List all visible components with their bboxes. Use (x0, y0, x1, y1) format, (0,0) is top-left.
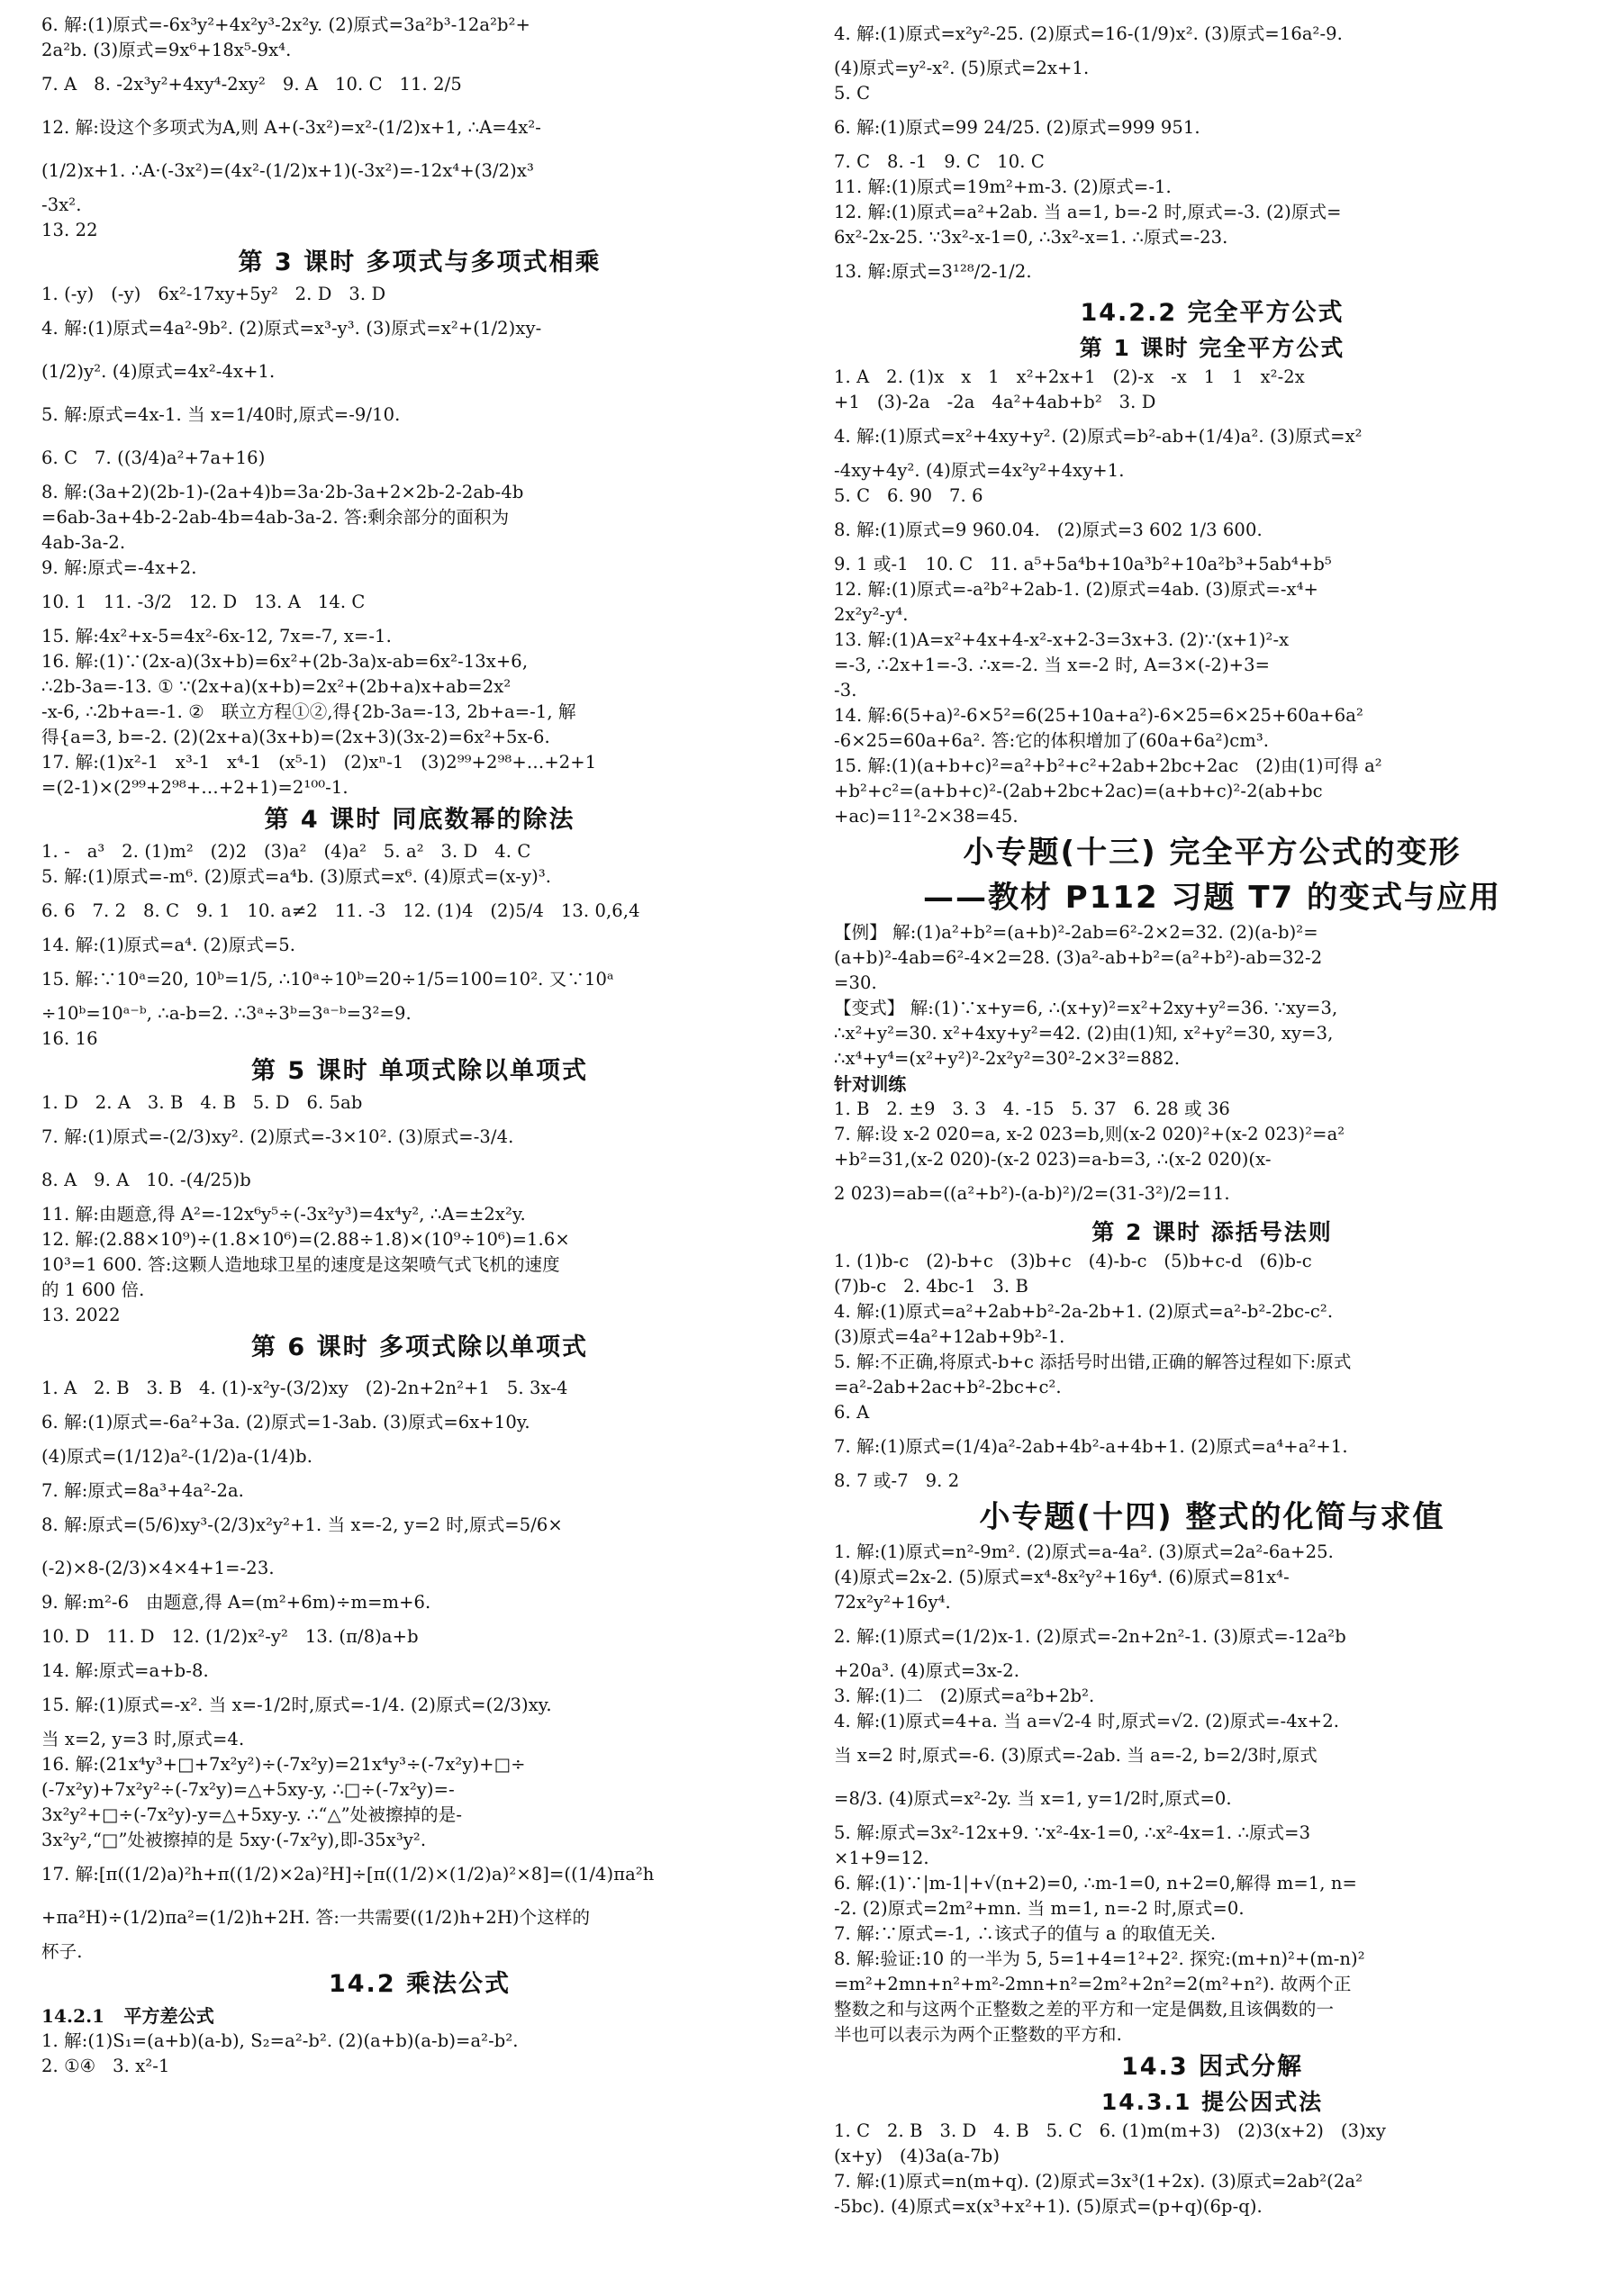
section-heading: 第 5 课时 单项式除以单项式 (251, 1057, 588, 1085)
answer-line: +1 (3)-2a -2a 4a²+4ab+b² 3. D (834, 392, 1156, 412)
answer-line: 13. 解:原式=3¹²⁸/2-1/2. (834, 261, 1032, 282)
answer-line: ÷10ᵇ=10ᵃ⁻ᵇ, ∴a-b=2. ∴3ᵃ÷3ᵇ=3ᵃ⁻ᵇ=3²=9. (41, 1003, 412, 1024)
answer-line: 7. 解:(1)原式=-(2/3)xy². (2)原式=-3×10². (3)原式=-3/4. (41, 1126, 514, 1147)
answer-line: 14. 解:6(5+a)²-6×5²=6(25+10a+a²)-6×25=6×25+60a+6a² (834, 705, 1363, 726)
answer-line: 3x²y²,“□”处被擦掉的是 5xy·(-7x²y),即-35x³y². (41, 1830, 427, 1850)
answer-line: 72x²y²+16y⁴. (834, 1592, 951, 1613)
answer-line: 2x²y²-y⁴. (834, 604, 909, 625)
answer-line: 6. 解:(1)∵|m-1|+√(n+2)=0, ∴m-1=0, n+2=0,解得 m=1, n= (834, 1873, 1357, 1894)
answer-line: 13. 22 (41, 220, 98, 240)
answer-line: 16. 解:(1)∵(2x-a)(3x+b)=6x²+(2b-3a)x-ab=6x²-13x+6, (41, 651, 529, 672)
answer-line: 6. 解:(1)原式=-6x³y²+4x²y³-2x²y. (2)原式=3a²b³-12a²b²+ (41, 14, 530, 35)
answer-line: (a+b)²-4ab=6²-4×2=28. (3)a²-ab+b²=(a²+b²)-ab=32-2 (834, 947, 1323, 968)
answer-line: -x-6, ∴2b+a=-1. ② 联立方程①②,得{2b-3a=-13, 2b+a=-1, 解 (41, 701, 576, 722)
answer-line: 杯子. (41, 1941, 83, 1962)
topic-heading: ——教材 P112 习题 T7 的变式与应用 (922, 880, 1502, 916)
answer-line: 11. 解:(1)原式=19m²+m-3. (2)原式=-1. (834, 176, 1172, 197)
answer-line: 12. 解:(2.88×10⁹)÷(1.8×10⁶)=(2.88÷1.8)×(10⁹÷10⁶)=1.6× (41, 1229, 570, 1250)
topic-heading: 小专题(十四) 整式的化简与求值 (979, 1499, 1445, 1535)
subsection-heading: 14.2.1 平方差公式 (41, 2005, 214, 2027)
answer-line: 8. 7 或-7 9. 2 (834, 1470, 960, 1491)
answer-line: 2. 解:(1)原式=(1/2)x-1. (2)原式=-2n+2n²-1. (3)原式=-12a²b (834, 1626, 1346, 1647)
answer-line: 2a²b. (3)原式=9x⁶+18x⁵-9x⁴. (41, 40, 292, 60)
section-heading: 14.3 因式分解 (1120, 2053, 1304, 2081)
answer-line: 1. 解:(1)原式=n²-9m². (2)原式=a-4a². (3)原式=2a²-6a+25. (834, 1541, 1334, 1562)
answer-line: =a²-2ab+2ac+b²-2bc+c². (834, 1377, 1062, 1397)
answer-line: (x+y) (4)3a(a-7b) (834, 2146, 1001, 2166)
subsection-heading: 第 2 课时 添括号法则 (1091, 1219, 1333, 1245)
answer-line: 4. 解:(1)原式=4a²-9b². (2)原式=x³-y³. (3)原式=x²+(1/2)xy- (41, 318, 542, 339)
answer-line: 9. 解:原式=-4x+2. (41, 557, 197, 578)
answer-line: 当 x=2 时,原式=-6. (3)原式=-2ab. 当 a=-2, b=2/3时,原式 (834, 1745, 1318, 1766)
answer-line: 7. 解:设 x-2 020=a, x-2 023=b,则(x-2 020)²+(x-2 023)²=a² (834, 1124, 1345, 1144)
subsection-heading: 针对训练 (834, 1073, 907, 1095)
answer-line: =m²+2mn+n²+m²-2mn+n²=2m²+2n²=2(m²+n²). 故两个正 (834, 1974, 1352, 1994)
answer-line: 6x²-2x-25. ∵3x²-x-1=0, ∴3x²-x=1. ∴原式=-23. (834, 227, 1228, 248)
answer-line: -2. (2)原式=2m²+mn. 当 m=1, n=-2 时,原式=0. (834, 1898, 1245, 1919)
answer-line: 1. (1)b-c (2)-b+c (3)b+c (4)-b-c (5)b+c-d (6)b-c (834, 1251, 1312, 1271)
answer-line: 7. C 8. -1 9. C 10. C (834, 151, 1045, 172)
answer-line: 1. D 2. A 3. B 4. B 5. D 6. 5ab (41, 1092, 363, 1113)
answer-line: 14. 解:原式=a+b-8. (41, 1660, 209, 1681)
answer-line: 2 023)=ab=((a²+b²)-(a-b)²)/2=(31-3²)/2=11. (834, 1183, 1230, 1204)
answer-line: 4. 解:(1)原式=4+a. 当 a=√2-4 时,原式=√2. (2)原式=-4x+2. (834, 1711, 1340, 1731)
answer-line: -4xy+4y². (4)原式=4x²y²+4xy+1. (834, 460, 1125, 481)
answer-line: 15. 解:∵10ᵃ=20, 10ᵇ=1/5, ∴10ᵃ÷10ᵇ=20÷1/5=100=10². 又∵10ᵃ (41, 969, 614, 990)
answer-line: (-7x²y)+7x²y²÷(-7x²y)=△+5xy-y, ∴□÷(-7x²y)=- (41, 1779, 455, 1800)
answer-line: 13. 2022 (41, 1305, 121, 1325)
answer-line: 10. D 11. D 12. (1/2)x²-y² 13. (π/8)a+b (41, 1626, 419, 1647)
answer-line: 5. 解:(1)原式=-m⁶. (2)原式=a⁴b. (3)原式=x⁶. (4)原式=(x-y)³. (41, 866, 552, 887)
answer-line: 13. 解:(1)A=x²+4x+4-x²-x+2-3=3x+3. (2)∵(x+1)²-x (834, 629, 1290, 650)
subsection-heading: 第 1 课时 完全平方公式 (1079, 335, 1345, 361)
answer-line: +20a³. (4)原式=3x-2. (834, 1660, 1020, 1681)
answer-line: 10. 1 11. -3/2 12. D 13. A 14. C (41, 592, 366, 612)
section-heading: 第 6 课时 多项式除以单项式 (251, 1333, 588, 1361)
answer-line: 6. 解:(1)原式=99 24/25. (2)原式=999 951. (834, 117, 1200, 138)
answer-line: 7. 解:原式=8a³+4a²-2a. (41, 1480, 244, 1501)
answer-line: 的 1 600 倍. (41, 1279, 145, 1300)
answer-line: 9. 1 或-1 10. C 11. a⁵+5a⁴b+10a³b²+10a²b³+5ab⁴+b⁵ (834, 554, 1332, 574)
answer-line: ×1+9=12. (834, 1848, 929, 1868)
answer-line: 15. 解:(1)原式=-x². 当 x=-1/2时,原式=-1/4. (2)原式=(2/3)xy. (41, 1695, 552, 1715)
answer-line: +ac)=11²-2×38=45. (834, 806, 1019, 827)
answer-line: +b²=31,(x-2 020)-(x-2 023)=a-b=3, ∴(x-2 020)(x- (834, 1149, 1272, 1170)
answer-line: 10³=1 600. 答:这颗人造地球卫星的速度是这架喷气式飞机的速度 (41, 1254, 560, 1275)
answer-line: 17. 解:(1)x²-1 x³-1 x⁴-1 (x⁵-1) (2)xⁿ-1 (3)2⁹⁹+2⁹⁸+…+2+1 (41, 752, 597, 773)
answer-line: 6. C 7. ((3/4)a²+7a+16) (41, 447, 266, 468)
answer-line: 1. A 2. B 3. B 4. (1)-x²y-(3/2)xy (2)-2n+2n²+1 5. 3x-4 (41, 1378, 568, 1398)
answer-line: 当 x=2, y=3 时,原式=4. (41, 1729, 245, 1749)
answer-line: (4)原式=2x-2. (5)原式=x⁴-8x²y²+16y⁴. (6)原式=81x⁴- (834, 1567, 1290, 1587)
answer-line: 5. 解:不正确,将原式-b+c 添括号时出错,正确的解答过程如下:原式 (834, 1351, 1352, 1372)
section-heading: 第 4 课时 同底数幂的除法 (264, 806, 575, 834)
answer-line: 整数之和与这两个正整数之差的平方和一定是偶数,且该偶数的一 (834, 1999, 1335, 2020)
section-heading: 14.2.2 完全平方公式 (1080, 299, 1345, 327)
answer-line: 6. 解:(1)原式=-6a²+3a. (2)原式=1-3ab. (3)原式=6x+10y. (41, 1412, 530, 1433)
answer-line: 4. 解:(1)原式=x²y²-25. (2)原式=16-(1/9)x². (3)原式=16a²-9. (834, 23, 1343, 44)
answer-line: 8. 解:(3a+2)(2b-1)-(2a+4)b=3a·2b-3a+2×2b-2-2ab-4b (41, 482, 524, 502)
answer-line: =-3, ∴2x+1=-3. ∴x=-2. 当 x=-2 时, A=3×(-2)+3= (834, 655, 1271, 675)
answer-line: 7. 解:(1)原式=(1/4)a²-2ab+4b²-a+4b+1. (2)原式=a⁴+a²+1. (834, 1436, 1348, 1457)
answer-line: 8. 解:(1)原式=9 960.04. (2)原式=3 602 1/3 600. (834, 520, 1263, 540)
answer-line: ∴2b-3a=-13. ① ∵(2x+a)(x+b)=2x²+(2b+a)x+ab=2x² (41, 676, 512, 697)
answer-line: 2. ①④ 3. x²-1 (41, 2056, 170, 2076)
answer-line: 3x²y²+□÷(-7x²y)-y=△+5xy-y. ∴“△”处被擦掉的是- (41, 1804, 463, 1825)
answer-line: 1. 解:(1)S₁=(a+b)(a-b), S₂=a²-b². (2)(a+b)(a-b)=a²-b². (41, 2030, 519, 2051)
answer-line: =8/3. (4)原式=x²-2y. 当 x=1, y=1/2时,原式=0. (834, 1788, 1232, 1809)
answer-line: 14. 解:(1)原式=a⁴. (2)原式=5. (41, 935, 296, 955)
answer-line: 11. 解:由题意,得 A²=-12x⁶y⁵÷(-3x²y³)=4x⁴y², ∴A=±2x²y. (41, 1204, 526, 1225)
answer-line: 3. 解:(1)二 (2)原式=a²b+2b². (834, 1686, 1095, 1706)
answer-line: 15. 解:(1)(a+b+c)²=a²+b²+c²+2ab+2bc+2ac (2)由(1)可得 a² (834, 755, 1382, 776)
answer-line: =(2-1)×(2⁹⁹+2⁹⁸+…+2+1)=2¹⁰⁰-1. (41, 777, 349, 798)
answer-line: 15. 解:4x²+x-5=4x²-6x-12, 7x=-7, x=-1. (41, 626, 392, 646)
answer-line: 12. 解:(1)原式=-a²b²+2ab-1. (2)原式=4ab. (3)原式=-x⁴+ (834, 579, 1318, 600)
answer-line: ∴x²+y²=30. x²+4xy+y²=42. (2)由(1)知, x²+y²=30, xy=3, (834, 1023, 1334, 1044)
answer-line: +πa²H)÷(1/2)πa²=(1/2)h+2H. 答:一共需要((1/2)h+2H)个这样的 (41, 1907, 591, 1928)
answer-line: 【例】 解:(1)a²+b²=(a+b)²-2ab=6²-2×2=32. (2)(a-b)²= (834, 922, 1318, 943)
answer-line: 8. A 9. A 10. -(4/25)b (41, 1170, 251, 1190)
answer-line: 【变式】 解:(1)∵x+y=6, ∴(x+y)²=x²+2xy+y²=36. ∵xy=3, (834, 998, 1338, 1018)
answer-line: 7. 解:∵原式=-1, ∴该式子的值与 a 的取值无关. (834, 1923, 1217, 1944)
answer-line: 16. 解:(21x⁴y³+□+7x²y²)÷(-7x²y)=21x⁴y³÷(-7x²y)+□÷ (41, 1754, 526, 1775)
answer-line: 8. 解:原式=(5/6)xy³-(2/3)x²y²+1. 当 x=-2, y=2 时,原式=5/6× (41, 1514, 563, 1535)
answer-line: -3. (834, 680, 857, 701)
answer-line: 半也可以表示为两个正整数的平方和. (834, 2024, 1122, 2045)
answer-line: -5bc). (4)原式=x(x³+x²+1). (5)原式=(p+q)(6p-q). (834, 2196, 1263, 2217)
answer-line: 6. 6 7. 2 8. C 9. 1 10. a≠2 11. -3 12. (1)4 (2)5/4 13. 0,6,4 (41, 900, 640, 921)
answer-line: 5. 解:原式=4x-1. 当 x=1/40时,原式=-9/10. (41, 404, 401, 425)
answer-line: 1. - a³ 2. (1)m² (2)2 (3)a² (4)a² 5. a² 3. D 4. C (41, 841, 531, 862)
answer-line: 5. 解:原式=3x²-12x+9. ∵x²-4x-1=0, ∴x²-4x=1. ∴原式=3 (834, 1822, 1311, 1843)
answer-line: 1. A 2. (1)x x 1 x²+2x+1 (2)-x -x 1 1 x²-2x (834, 366, 1305, 387)
answer-line: 17. 解:[π((1/2)a)²h+π((1/2)×2a)²H]÷[π((1/2)×(1/2)a)²×8]=((1/4)πa²h (41, 1864, 655, 1885)
answer-line: (3)原式=4a²+12ab+9b²-1. (834, 1326, 1065, 1347)
answer-column-left (41, 13, 798, 2079)
answer-line: -3x². (41, 194, 87, 215)
answer-line: =6ab-3a+4b-2-2ab-4b=4ab-3a-2. 答:剩余部分的面积为 (41, 507, 510, 528)
answer-line: 8. 解:验证:10 的一半为 5, 5=1+4=1²+2². 探究:(m+n)²+(m-n)² (834, 1948, 1365, 1969)
answer-line: (-2)×8-(2/3)×4×4+1=-23. (41, 1558, 275, 1578)
answer-line: 得{a=3, b=-2. (2)(2x+a)(3x+b)=(2x+3)(3x-2)=6x²+5x-6. (41, 727, 550, 747)
answer-column-right (834, 13, 1590, 2219)
answer-line: 12. 解:(1)原式=a²+2ab. 当 a=1, b=-2 时,原式=-3. (2)原式= (834, 202, 1342, 222)
subsection-heading: 14.3.1 提公因式法 (1100, 2089, 1324, 2115)
answer-line: (4)原式=(1/12)a²-(1/2)a-(1/4)b. (41, 1446, 312, 1467)
answer-line: (1/2)y². (4)原式=4x²-4x+1. (41, 361, 276, 382)
answer-line: (7)b-c 2. 4bc-1 3. B (834, 1276, 1028, 1297)
answer-line: 7. 解:(1)原式=n(m+q). (2)原式=3x³(1+2x). (3)原式=2ab²(2a² (834, 2171, 1363, 2192)
answer-line: 9. 解:m²-6 由题意,得 A=(m²+6m)÷m=m+6. (41, 1592, 431, 1613)
answer-line: 1. (-y) (-y) 6x²-17xy+5y² 2. D 3. D (41, 284, 386, 304)
answer-line: (4)原式=y²-x². (5)原式=2x+1. (834, 58, 1090, 78)
answer-line: 4ab-3a-2. (41, 532, 126, 553)
answer-line: ∴x⁴+y⁴=(x²+y²)²-2x²y²=30²-2×3²=882. (834, 1048, 1181, 1069)
section-heading: 第 3 课时 多项式与多项式相乘 (238, 249, 602, 276)
answer-line: 7. A 8. -2x³y²+4xy⁴-2xy² 9. A 10. C 11. 2/5 (41, 74, 462, 95)
answer-line: 16. 16 (41, 1028, 98, 1049)
answer-line: 1. C 2. B 3. D 4. B 5. C 6. (1)m(m+3) (2)3(x+2) (3)xy (834, 2120, 1387, 2141)
answer-line: 6. A (834, 1402, 870, 1423)
answer-line: -6×25=60a+6a². 答:它的体积增加了(60a+6a²)cm³. (834, 730, 1270, 751)
answer-line: +b²+c²=(a+b+c)²-(2ab+2bc+2ac)=(a+b+c)²-2(ab+bc (834, 781, 1323, 801)
answer-line: (1/2)x+1. ∴A·(-3x²)=(4x²-(1/2)x+1)(-3x²)=-12x⁴+(3/2)x³ (41, 160, 534, 181)
answer-line: 4. 解:(1)原式=x²+4xy+y². (2)原式=b²-ab+(1/4)a². (3)原式=x² (834, 426, 1363, 447)
answer-line: 5. C (834, 83, 871, 104)
answer-line: 1. B 2. ±9 3. 3 4. -15 5. 37 6. 28 或 36 (834, 1098, 1230, 1119)
answer-line: 12. 解:设这个多项式为A,则 A+(-3x²)=x²-(1/2)x+1, ∴A=4x²- (41, 117, 541, 138)
answer-line: =30. (834, 972, 877, 993)
answer-line: 4. 解:(1)原式=a²+2ab+b²-2a-2b+1. (2)原式=a²-b²-2bc-c². (834, 1301, 1334, 1322)
topic-heading: 小专题(十三) 完全平方公式的变形 (963, 835, 1462, 871)
section-heading: 14.2 乘法公式 (328, 1970, 512, 1998)
answer-line: 5. C 6. 90 7. 6 (834, 485, 983, 506)
